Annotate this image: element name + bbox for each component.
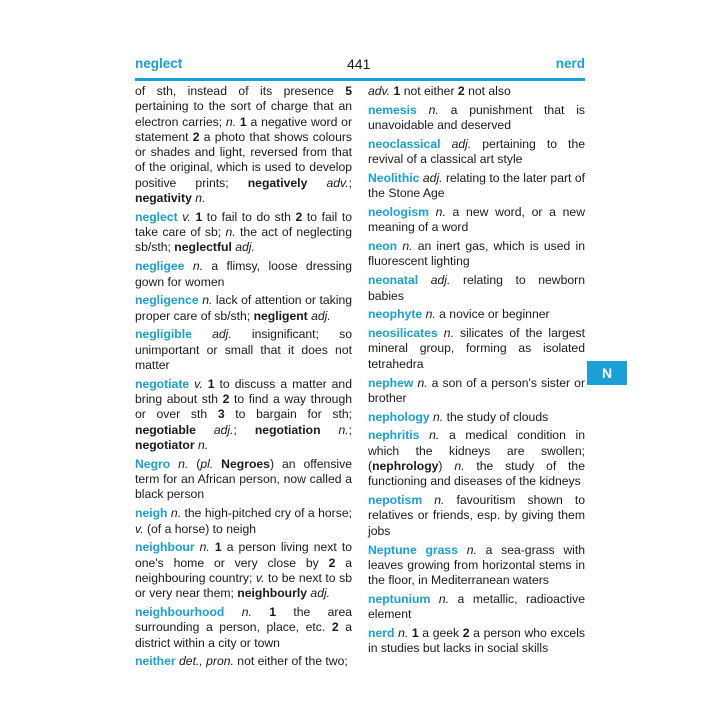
dictionary-entry <box>368 103 585 134</box>
definition-text: to bargain for sth; <box>224 407 352 422</box>
definition-text: ) an offensive term for an African person, now called a black person <box>135 456 353 502</box>
part-of-speech: n. <box>202 293 213 308</box>
bold-term: negotiation <box>254 422 321 437</box>
bold-term: nephrology <box>372 459 439 474</box>
bold-term: 2 <box>462 626 470 640</box>
page-number: 441 <box>347 56 371 72</box>
definition-text: a person who excels in studies but lacks in social skills <box>368 626 585 656</box>
bold-term: negativity <box>135 191 192 206</box>
definition-text: to be next to sb or very near them; <box>135 570 352 601</box>
headword: neosilicates <box>368 326 438 341</box>
bold-term: negligent <box>253 308 308 323</box>
headword: neptunium <box>368 591 431 606</box>
dictionary-entry <box>135 293 352 324</box>
right-column <box>368 84 585 660</box>
part-of-speech: adj. <box>430 273 451 288</box>
definition-text: pertaining to the revival of a classical art style <box>368 136 586 167</box>
part-of-speech: pl. <box>200 456 214 471</box>
bold-term: 1 <box>239 114 247 129</box>
dictionary-entry <box>135 540 352 601</box>
definition-text: to fail to take care of sb; <box>135 209 352 240</box>
dictionary-entry <box>135 84 352 206</box>
part-of-speech: n. <box>425 307 436 322</box>
header-rule <box>135 78 585 81</box>
bold-term: negatively <box>247 175 308 190</box>
dictionary-entry <box>368 326 585 372</box>
part-of-speech: adj. <box>451 136 472 151</box>
part-of-speech: n. <box>428 102 439 117</box>
bold-term: 2 <box>331 620 339 635</box>
part-of-speech: v. <box>194 376 203 391</box>
part-of-speech: n. <box>338 422 349 437</box>
headword: neigh <box>135 506 168 521</box>
headword: negligee <box>135 259 185 274</box>
definition-text <box>419 428 429 442</box>
part-of-speech: n. <box>402 239 413 254</box>
part-of-speech: v. <box>182 209 191 224</box>
definition-text: (of a horse) to neigh <box>143 521 257 536</box>
definition-text: ; <box>348 422 352 437</box>
definition-text: the area surrounding a person, place, etc. <box>135 605 353 635</box>
dictionary-entry <box>368 273 585 304</box>
part-of-speech: adj. <box>212 327 232 342</box>
part-of-speech: n. <box>443 326 454 341</box>
definition-text: a punishment that is unavoidable and deserved <box>368 102 585 133</box>
bold-term: 1 <box>214 540 222 555</box>
part-of-speech: n. <box>197 438 209 453</box>
dictionary-entry <box>368 626 585 657</box>
definition-text: not either <box>400 84 458 98</box>
dictionary-entry <box>135 506 352 537</box>
dictionary-entry <box>368 137 585 168</box>
headword: neither <box>135 654 176 669</box>
dictionary-entry <box>135 327 352 373</box>
bold-term: 1 <box>393 84 401 98</box>
definition-text: a medical condition in which the kidneys are swollen; ( <box>368 428 586 474</box>
dictionary-entry <box>368 205 585 236</box>
part-of-speech: adj. <box>310 586 331 601</box>
definition-text <box>441 137 452 151</box>
dictionary-entry <box>368 171 585 202</box>
part-of-speech: n. <box>454 459 465 474</box>
dictionary-entry <box>135 210 352 256</box>
dictionary-entry <box>368 428 585 489</box>
definition-text: a metallic, radioactive element <box>368 591 585 622</box>
definition-text <box>192 327 212 341</box>
definition-text: insignificant; so unimportant or small that it does not matter <box>135 327 352 373</box>
bold-term: 1 <box>195 209 203 224</box>
headword: neoclassical <box>368 136 441 151</box>
definition-text: lack of attention or taking proper care of sb/sth; <box>135 293 353 323</box>
definition-text <box>418 273 431 287</box>
part-of-speech: n. <box>433 409 444 424</box>
headword: neologism <box>368 205 429 220</box>
part-of-speech: n. <box>417 375 428 390</box>
part-of-speech: adj. <box>422 170 443 185</box>
part-of-speech: adj. <box>213 422 234 437</box>
part-of-speech: n. <box>199 540 210 555</box>
definition-text <box>458 543 467 557</box>
headword: negligible <box>135 327 192 342</box>
definition-text: pertaining to the sort of charge that an electron carries; <box>135 99 352 129</box>
part-of-speech: n. <box>429 428 440 443</box>
definition-text: of sth, instead of its presence <box>135 84 346 98</box>
definition-text: an inert gas, which is used in fluorescent lighting <box>368 239 585 269</box>
headword: nephritis <box>368 428 420 443</box>
dictionary-entry <box>368 592 585 623</box>
definition-text <box>184 259 192 273</box>
definition-text: a geek <box>418 626 463 640</box>
dictionary-entry <box>135 259 352 290</box>
definition-text <box>170 457 178 471</box>
part-of-speech: n. <box>435 205 446 220</box>
headword: nephew <box>368 375 414 390</box>
bold-term: 1 <box>269 605 276 619</box>
headword: nephology <box>368 409 430 424</box>
definition-text <box>430 592 439 606</box>
definition-text: not also <box>464 84 511 98</box>
definition-text: a district within a city or town <box>135 620 352 650</box>
definition-text <box>224 605 241 619</box>
definition-text: the high-pitched cry of a horse; <box>181 506 352 521</box>
definition-text: to find a way through or over sth <box>135 392 353 422</box>
definition-text: ( <box>188 456 201 471</box>
headword: neglect <box>135 209 178 224</box>
headword: nepotism <box>368 493 423 508</box>
bold-term: negotiable <box>135 422 196 437</box>
bold-term: negotiator <box>135 438 195 453</box>
part-of-speech: v. <box>135 521 144 536</box>
part-of-speech: adj. <box>311 308 331 323</box>
bold-term: neighbourly <box>237 586 308 601</box>
bold-term: 5 <box>345 84 352 98</box>
definition-text: silicates of the largest mineral group, forming as isolated tetrahedra <box>368 326 586 371</box>
bold-term: 2 <box>222 392 230 407</box>
headword: negligence <box>135 293 199 308</box>
bold-term: 2 <box>457 84 465 98</box>
part-of-speech: adv. <box>326 175 349 190</box>
definition-text: ) <box>438 459 455 474</box>
headword: neon <box>368 239 398 254</box>
bold-term: neglectful <box>174 240 232 255</box>
dictionary-entry <box>135 377 352 453</box>
definition-text: a neighbouring country; <box>135 555 352 585</box>
bold-term: 1 <box>411 626 419 640</box>
definition-text: not either of the two; <box>233 654 348 669</box>
definition-text: a sea-grass with leaves growing from horizontal stems in the floor, in Mediterranean waters <box>368 542 585 588</box>
headword: Neptune grass <box>368 542 458 557</box>
part-of-speech: n. <box>170 506 182 521</box>
definition-text: a photo that shows colours or shades and light, reversed from that of the original, which is used to develop positive prints; <box>135 129 352 190</box>
part-of-speech: n. <box>225 114 237 129</box>
definition-text: favouritism shown to relatives or friends, esp. by giving them jobs <box>368 493 585 538</box>
definition-text: a negative word or statement <box>135 114 353 144</box>
right-guide-word: nerd <box>555 56 585 71</box>
definition-text: a son of a person's sister or brother <box>368 375 585 405</box>
definition-text: ; <box>233 422 255 437</box>
dictionary-entry <box>135 654 352 669</box>
headword: neophyte <box>368 307 423 322</box>
definition-text <box>307 176 326 190</box>
definition-text <box>417 103 429 117</box>
definition-text: a flimsy, loose dressing gown for women <box>135 259 352 289</box>
part-of-speech: adv. <box>368 84 391 98</box>
definition-text <box>252 605 269 619</box>
bold-term: 1 <box>207 376 215 391</box>
part-of-speech: n. <box>225 225 236 240</box>
left-column <box>135 84 352 673</box>
definition-text <box>429 205 436 219</box>
dictionary-entry <box>135 457 352 503</box>
definition-text: the act of neglecting sb/sth; <box>135 225 352 255</box>
part-of-speech: n. <box>178 456 189 471</box>
bold-term: 2 <box>192 129 200 144</box>
part-of-speech: n. <box>195 191 206 206</box>
definition-text <box>196 423 214 437</box>
part-of-speech: adj. <box>235 240 255 255</box>
part-of-speech: v. <box>255 570 265 585</box>
dictionary-entry <box>368 84 585 99</box>
dictionary-entry <box>368 493 585 539</box>
definition-text: ; <box>348 175 352 190</box>
part-of-speech: n. <box>438 591 449 606</box>
headword: nerd <box>368 626 395 640</box>
part-of-speech: n. <box>241 605 252 619</box>
bold-term: Negroes <box>221 456 270 471</box>
headword: neonatal <box>368 273 419 288</box>
headword: Negro <box>135 456 171 471</box>
part-of-speech: det., pron. <box>179 654 234 669</box>
definition-text: relating to newborn babies <box>368 273 586 303</box>
dictionary-entry <box>368 307 585 322</box>
left-guide-word: neglect <box>135 56 183 71</box>
headword: Neolithic <box>368 170 420 185</box>
headword: nemesis <box>368 102 417 117</box>
headword: neighbour <box>135 540 195 555</box>
headword: negotiate <box>135 376 190 391</box>
dictionary-entry <box>368 410 585 425</box>
letter-thumb-tab: N <box>587 361 627 385</box>
definition-text <box>321 423 339 437</box>
definition-text: a new word, or a new meaning of a word <box>368 205 585 235</box>
part-of-speech: n. <box>398 626 409 640</box>
definition-text: a novice or beginner <box>435 307 550 322</box>
part-of-speech: n. <box>434 493 445 508</box>
dictionary-entry <box>135 605 352 651</box>
definition-text: to fail to do sth <box>202 209 296 224</box>
dictionary-entry <box>368 376 585 407</box>
definition-text: a person living next to one's home or very close by <box>135 540 352 570</box>
definition-text: to discuss a matter and bring about sth <box>135 376 352 407</box>
dictionary-entry <box>368 543 585 589</box>
headword: neighbourhood <box>135 605 225 619</box>
part-of-speech: n. <box>192 259 203 274</box>
bold-term: 3 <box>217 407 225 422</box>
definition-text <box>213 457 221 471</box>
definition-text: the study of the functioning and diseases of the kidneys <box>368 459 585 489</box>
bold-term: 2 <box>295 209 303 224</box>
dictionary-entry <box>368 239 585 270</box>
part-of-speech: n. <box>466 542 477 557</box>
definition-text: relating to the later part of the Stone Age <box>368 170 585 201</box>
bold-term: 2 <box>328 555 336 570</box>
definition-text: the study of clouds <box>443 409 549 424</box>
definition-text <box>422 493 434 507</box>
